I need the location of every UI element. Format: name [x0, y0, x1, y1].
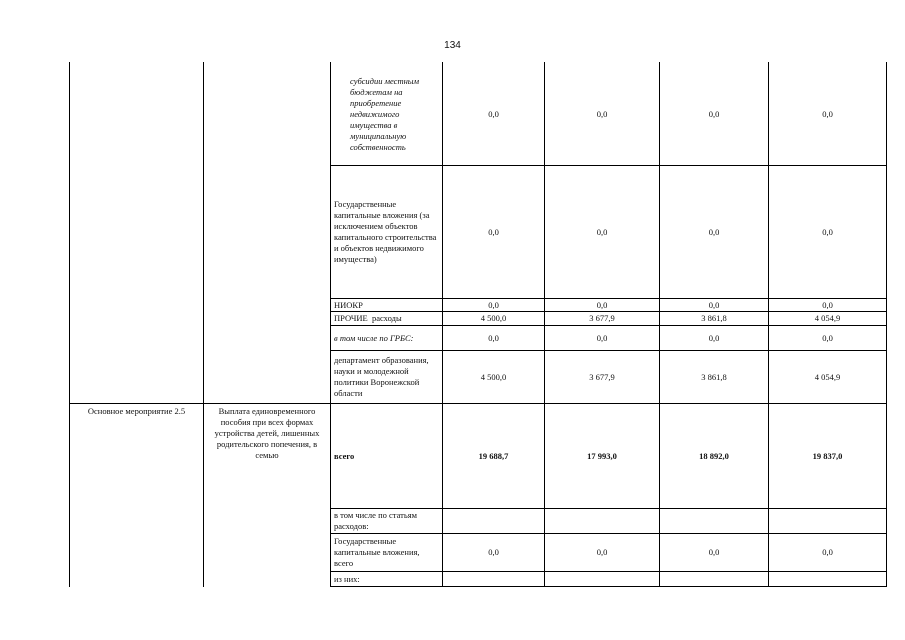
row-value: 0,0 [822, 108, 833, 119]
row-value: 18 892,0 [699, 450, 729, 461]
row-value: 3 677,9 [589, 313, 615, 323]
row-line [330, 586, 887, 587]
row-value: 0,0 [488, 547, 499, 557]
row-value: 0,0 [596, 299, 608, 310]
row-label: всего [334, 450, 355, 461]
row-label: из них: [334, 573, 360, 584]
row-value: 0,0 [708, 332, 720, 343]
row-label: НИОКР [334, 299, 363, 310]
row-value: 4 500,0 [480, 313, 507, 323]
row-value [545, 572, 659, 586]
row-label: в том числе по статьям расходов: [334, 510, 418, 531]
row-label: ПРОЧИЕ расходы [334, 313, 402, 323]
row-value [769, 572, 886, 586]
row-value: 0,0 [822, 547, 833, 557]
row-value: 0,0 [708, 108, 720, 119]
table-divider-activity [203, 62, 204, 587]
row-value: 0,0 [708, 226, 720, 237]
row-value: 17 993,0 [587, 450, 617, 461]
row-label: Государственные капитальные вложения, всего [334, 536, 420, 568]
row-value: 19 837,0 [812, 450, 843, 461]
row-value: 19 688,7 [478, 450, 509, 461]
page-number: 134 [444, 40, 461, 51]
row-value: 0,0 [708, 547, 720, 557]
row-label: субсидии местным бюджетам на приобретение недвижимого имущества в муниципальную собственность [350, 75, 419, 152]
row-value: 0,0 [708, 299, 720, 310]
row-value: 4 500,0 [480, 371, 507, 382]
row-label: Государственные капитальные вложения (за исключением объектов капитального строительства и объектов недвижимого имущества) [334, 199, 437, 264]
row-value: 0,0 [596, 108, 608, 119]
row-value: 3 677,9 [589, 371, 615, 382]
row-value: 4 054,9 [814, 371, 841, 382]
row-value: 0,0 [596, 332, 608, 343]
row-label: в том числе по ГРБС: [334, 332, 414, 343]
row-value: 0,0 [488, 299, 499, 310]
row-value [660, 509, 768, 533]
row-value: 0,0 [822, 299, 833, 310]
row-value: 0,0 [596, 226, 608, 237]
row-value: 3 861,8 [701, 313, 727, 323]
row-value [443, 509, 544, 533]
table-border-left [69, 62, 70, 587]
activity-label: Основное мероприятие 2.5 [87, 406, 186, 416]
row-value [443, 572, 544, 586]
row-value: 4 054,9 [814, 313, 841, 323]
row-value [660, 572, 768, 586]
row-value: 0,0 [822, 332, 833, 343]
row-value: 0,0 [488, 332, 499, 343]
row-value [545, 509, 659, 533]
row-value: 3 861,8 [701, 371, 727, 382]
row-value: 0,0 [822, 226, 833, 237]
row-value: 0,0 [596, 547, 608, 557]
row-value: 0,0 [488, 226, 499, 237]
row-value: 0,0 [488, 108, 499, 119]
activity-name: Выплата единовременного пособия при всех формах устройства детей, лишенных родительского попечения, в семью [214, 406, 320, 460]
row-label: департамент образования, науки и молодежной политики Воронежской области [334, 355, 429, 398]
row-value [769, 509, 886, 533]
